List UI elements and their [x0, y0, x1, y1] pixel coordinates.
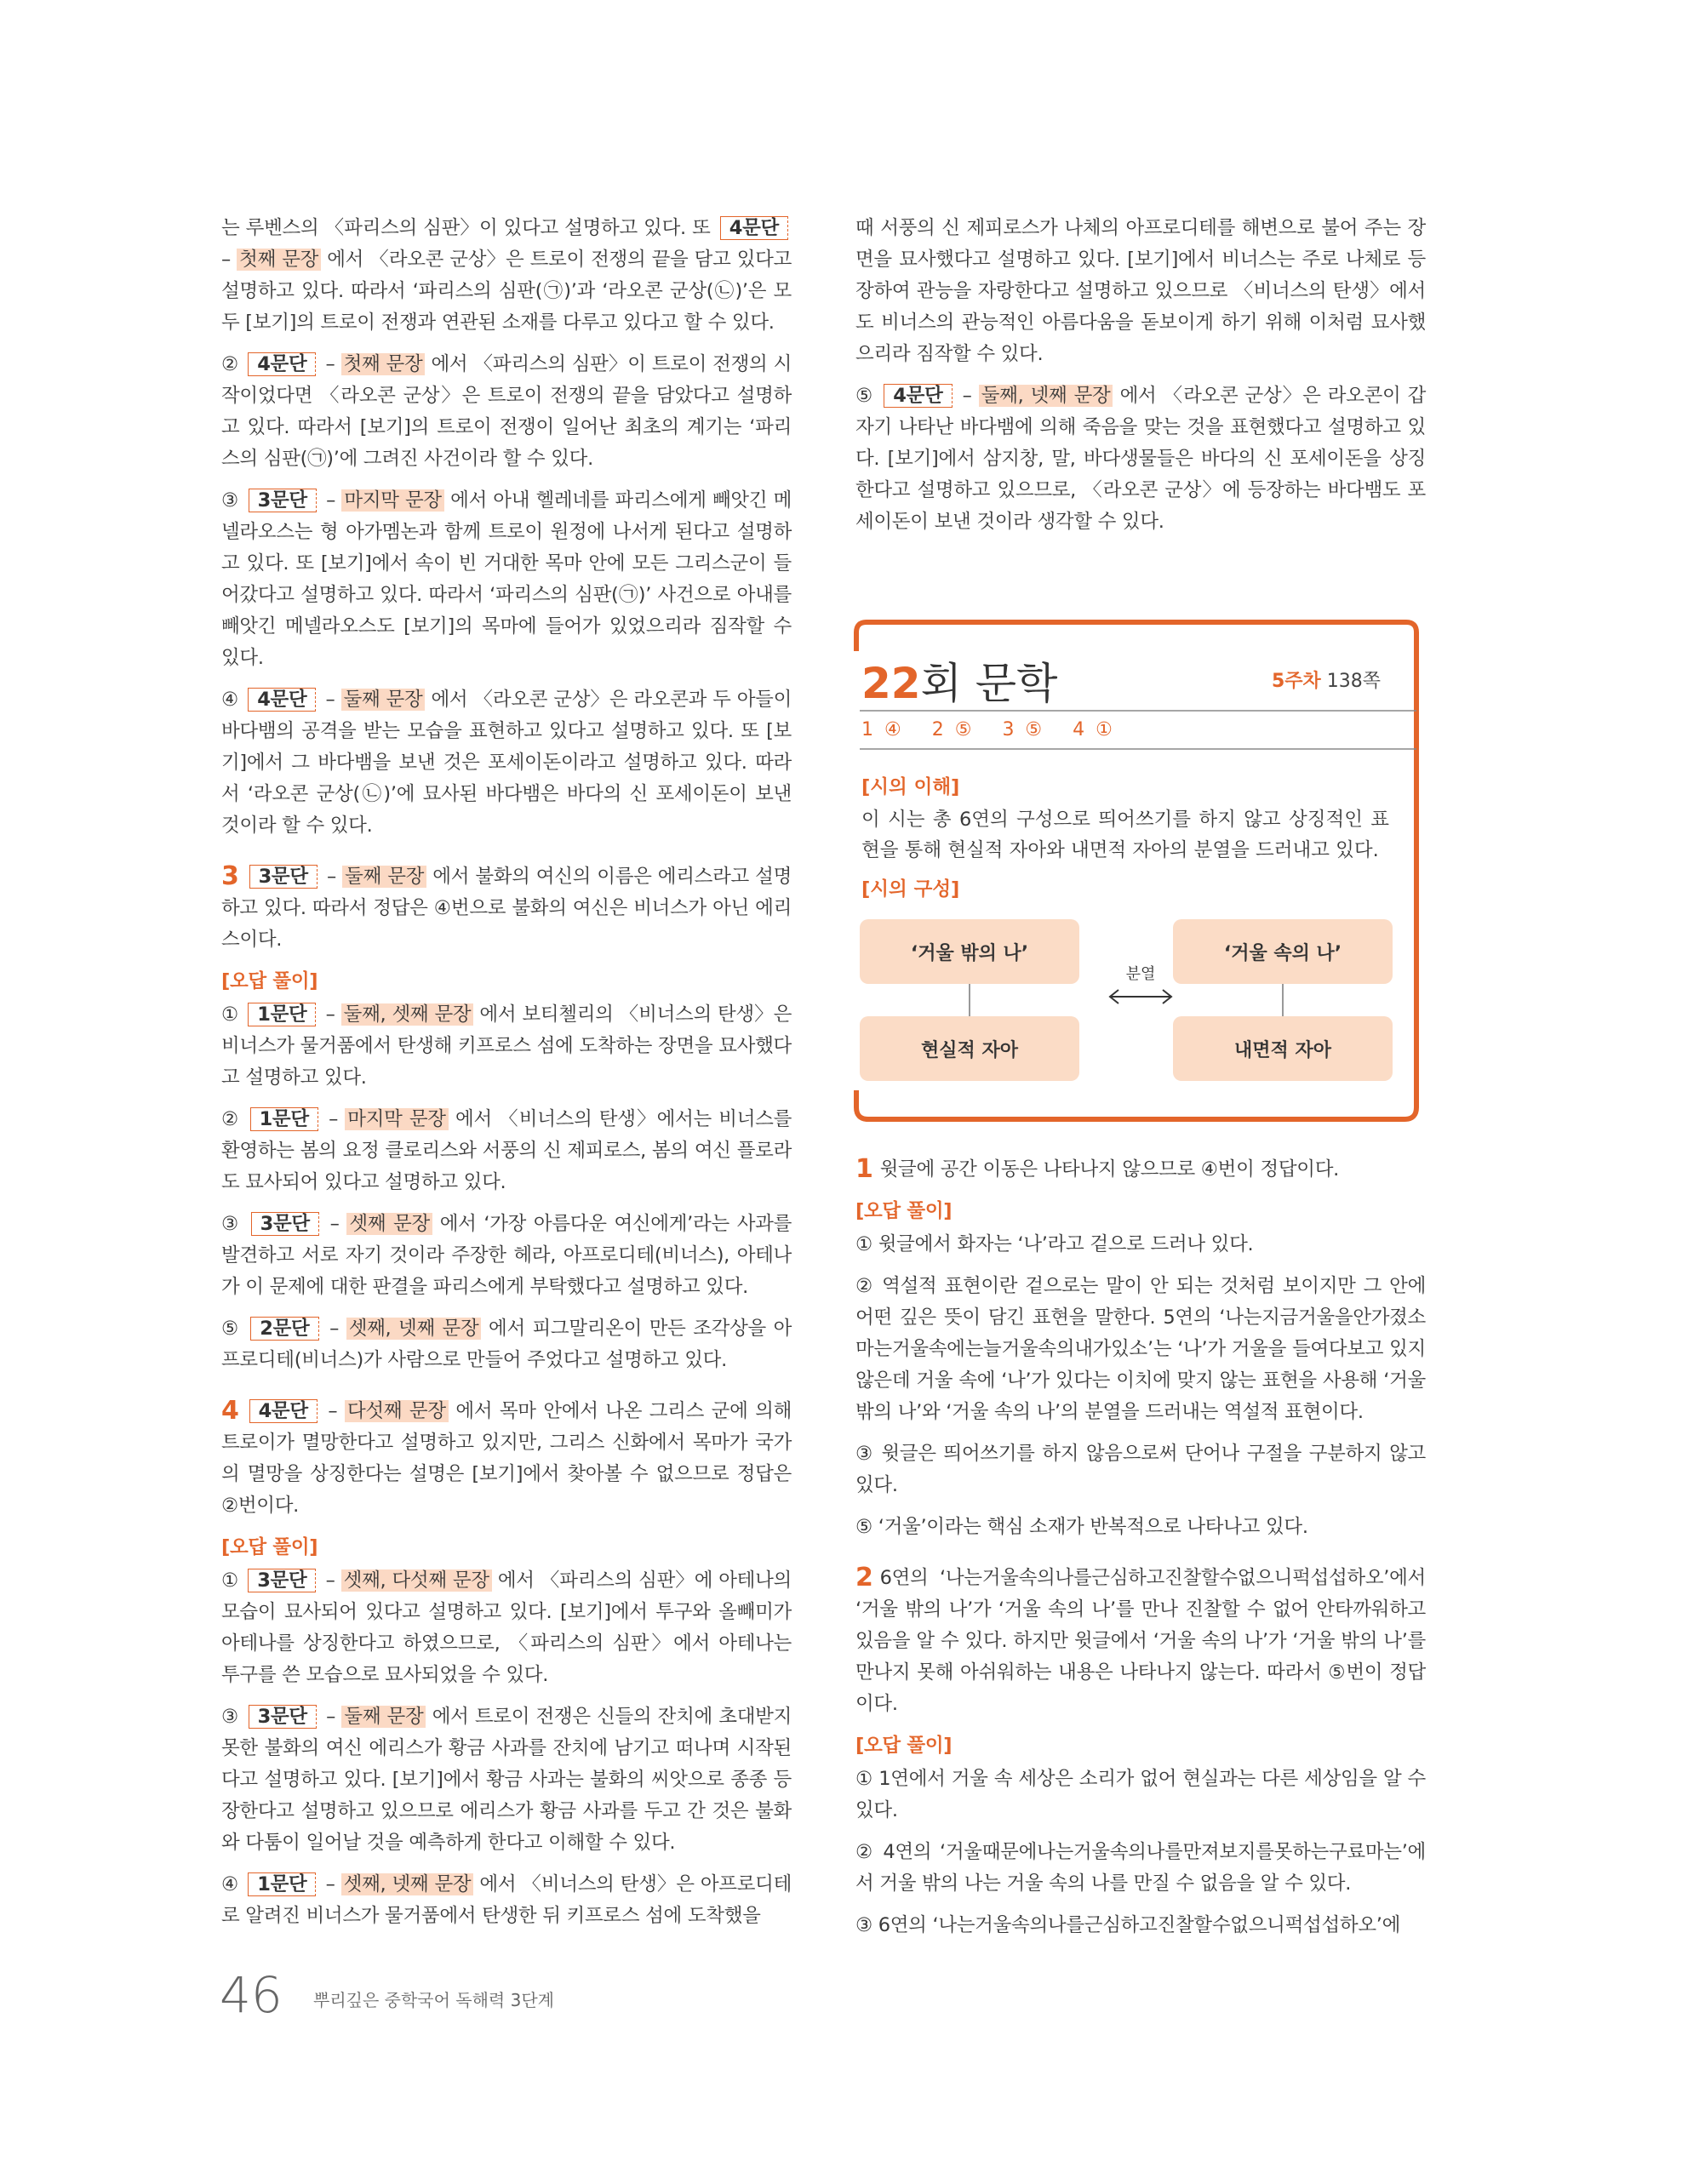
node-mirror-inside: ‘거울 속의 나’	[1173, 919, 1393, 984]
text-run: ④	[221, 689, 245, 711]
section-text-understanding: 이 시는 총 6연의 구성으로 띄어쓰기를 하지 않고 상징적인 표현을 통해 현실적 자아와 내면적 자아의 분열을 드러내고 있다.	[861, 809, 1389, 861]
paragraph	[221, 1395, 792, 1522]
paragraph	[855, 1153, 1426, 1186]
answer-2: 2 ⑤	[931, 719, 972, 740]
left-column	[221, 213, 792, 1942]
link-right	[1282, 984, 1284, 1016]
paragraph	[221, 349, 792, 475]
sentence-highlight: 다섯째 문장	[345, 1400, 449, 1422]
sentence-highlight: 첫째 문장	[341, 353, 426, 375]
double-arrow-icon	[1107, 986, 1175, 1007]
sentence-highlight: 셋째, 다섯째 문장	[341, 1569, 492, 1592]
text-run: –	[319, 689, 341, 711]
text-run: 에서 피그말리온이 만든 조각상을 아프로디테(비너스)가 사람으로 만들어 주었다고 설명하고 있다.	[221, 1318, 792, 1371]
text-run: 에서 〈비너스의 탄생〉은 아프로디테로 알려진 비너스가 물거품에서 탄생한 뒤 키프로스 섬에 도착했을	[221, 1873, 792, 1927]
right-column-bottom	[855, 1153, 1426, 1952]
text-run: ②	[221, 1108, 247, 1130]
text-run: 에서 〈라오콘 군상〉은 라오콘과 두 아들이 바다뱀의 공격을 받는 모습을 표현하고 있다고 설명하고 있다. 또 [보기]에서 그 바다뱀을 보낸 것은 포세이돈이라고 설명하고 있다. 따라서 ‘라오콘 군상(㉡)’에 묘사된 바다뱀은 바다의 신 포세이돈이 보낸 것이라 할 수 있다.	[221, 689, 792, 837]
text-run: ③	[221, 1706, 245, 1728]
text-run: 에서 〈비너스의 탄생〉에서는 비너스를 환영하는 봄의 요정 클로리스와 서풍의 신 제피로스, 봄의 여신 플로라도 묘사되어 있다고 설명하고 있다.	[221, 1108, 792, 1193]
text-run: 에서 목마 안에서 나온 그리스 군에 의해 트로이가 멸망한다고 설명하고 있지만, 그리스 신화에서 목마가 국가의 멸망을 상징한다는 설명은 [보기]에서 찾아볼 수 없으므로 정답은 ②번이다.	[221, 1400, 792, 1517]
paragraph	[221, 684, 792, 842]
paragraph	[855, 1438, 1426, 1501]
text-run: 에서 〈파리스의 심판〉에 아테나의 모습이 묘사되어 있다고 설명하고 있다. [보기]에서 투구와 올빼미가 아테나를 상징한다고 하였으므로, 〈파리스의 심판〉에서 아테나는 투구를 쓴 모습으로 묘사되었을 수 있다.	[221, 1569, 792, 1686]
text-run: ⑤	[221, 1318, 248, 1340]
paragraph-ref-tag: 4문단	[248, 688, 316, 712]
text-run: 에서 〈라오콘 군상〉은 트로이 전쟁의 끝을 담고 있다고 설명하고 있다. 따라서 ‘파리스의 심판(㉠)’과 ‘라오콘 군상(㉡)’은 모두 [보기]의 트로이 전쟁과 연관된 소재를 다루고 있다고 할 수 있다.	[221, 249, 792, 334]
text-run: 에서 보티첼리의 〈비너스의 탄생〉은 비너스가 물거품에서 탄생해 키프로스 섬에 도착하는 장면을 묘사했다고 설명하고 있다.	[221, 1003, 792, 1089]
question-number: 4	[221, 1396, 239, 1426]
section-head: [오답 풀이]	[855, 1735, 953, 1757]
text-run: –	[319, 1873, 341, 1895]
text-run: 윗글에 공간 이동은 나타나지 않으므로 ④번이 정답이다.	[879, 1158, 1339, 1181]
link-left	[969, 984, 970, 1016]
paragraph-ref-tag: 1문단	[248, 1872, 316, 1896]
page-number: 46	[220, 1966, 283, 2024]
text-run: –	[320, 866, 343, 888]
text-run: –	[320, 1400, 345, 1422]
text-run: 에서 트로이 전쟁은 신들의 잔치에 초대받지 못한 불화의 여신 에리스가 황금 사과를 잔치에 남기고 떠나며 시작된다고 설명하고 있다. [보기]에서 황금 사과는 불화의 씨앗으로 종종 등장한다고 설명하고 있으므로 에리스가 황금 사과를 두고 간 것은 불화와 다툼이 일어날 것을 예측하게 한다고 이해할 수 있다.	[221, 1706, 792, 1854]
sentence-highlight: 셋째, 넷째 문장	[341, 1873, 474, 1895]
paragraph	[221, 860, 792, 956]
paragraph-ref-tag: 3문단	[249, 489, 317, 512]
paragraph-ref-tag: 4문단	[720, 216, 788, 240]
text-run: ⑤	[855, 385, 881, 407]
paragraph-ref-tag: 4문단	[249, 1399, 318, 1423]
paragraph-ref-tag: 2문단	[250, 1317, 318, 1341]
paragraph-ref-tag: 4문단	[884, 384, 952, 408]
book-title: 뿌리깊은 중학국어 독해력 3단계	[313, 1990, 554, 2010]
text-run: 는 루벤스의 〈파리스의 심판〉이 있다고 설명하고 있다. 또	[221, 217, 717, 239]
text-run: –	[319, 1003, 341, 1026]
text-run: –	[319, 1706, 342, 1728]
paragraph	[221, 1701, 792, 1859]
right-column-top	[855, 213, 1426, 548]
paragraph	[221, 485, 792, 674]
paragraph	[855, 1764, 1426, 1827]
sentence-highlight: 둘째 문장	[341, 1706, 426, 1728]
question-number: 2	[855, 1563, 873, 1592]
paragraph-ref-tag: 3문단	[251, 1212, 319, 1236]
text-run: –	[319, 489, 342, 512]
paragraph-ref-tag: 4문단	[248, 352, 316, 376]
text-run: –	[955, 385, 979, 407]
paragraph	[855, 1229, 1426, 1261]
text-run: ① 1연에서 거울 속 세상은 소리가 없어 현실과는 다른 세상임을 알 수 있다.	[855, 1768, 1426, 1821]
text-run: –	[322, 1213, 347, 1235]
text-run: ③	[221, 1213, 248, 1235]
paragraph-ref-tag: 3문단	[249, 865, 318, 889]
paragraph	[221, 1313, 792, 1376]
text-run: ②	[221, 353, 245, 375]
text-run: 6연의 ‘나는거울속의나를근심하고진찰할수없으니퍽섭섭하오’에서 ‘거울 밖의 나’가 ‘거울 속의 나’를 만나 진찰할 수 없어 안타까워하고 있음을 알 수 있다. 하지만 윗글에서 ‘거울 속의 나’가 ‘거울 밖의 나’를 만나지 못해 아쉬워하는 내용은 나타나지 않는다. 따라서 ⑤번이 정답이다.	[855, 1567, 1426, 1715]
text-run: 에서 〈파리스의 심판〉이 트로이 전쟁의 시작이었다면 〈라오콘 군상〉은 트로이 전쟁의 끝을 담았다고 설명하고 있다. 따라서 [보기]의 트로이 전쟁이 일어난 최초의 계기는 ‘파리스의 심판(㉠)’에 그려진 사건이라 할 수 있다.	[221, 353, 792, 470]
sentence-highlight: 둘째, 넷째 문장	[979, 385, 1113, 407]
text-run: 에서 아내 헬레네를 파리스에게 빼앗긴 메넬라오스는 형 아가멤논과 함께 트로이 원정에 나서게 된다고 설명하고 있다. 또 [보기]에서 속이 빈 거대한 목마 안에 모든 그리스군이 들어갔다고 설명하고 있다. 따라서 ‘파리스의 심판(㉠)’ 사건으로 아내를 빼앗긴 메넬라오스도 [보기]의 목마에 들어가 있었으리라 짐작할 수 있다.	[221, 489, 792, 669]
sentence-highlight: 둘째 문장	[341, 689, 426, 711]
paragraph	[855, 1512, 1426, 1543]
paragraph	[221, 1209, 792, 1303]
text-run: ⑤ ‘거울’이라는 핵심 소재가 반복적으로 나타나고 있다.	[855, 1516, 1308, 1538]
text-run: ① 윗글에서 화자는 ‘나’라고 겉으로 드러나 있다.	[855, 1233, 1254, 1255]
paragraph	[855, 1562, 1426, 1720]
paragraph-ref-tag: 1문단	[248, 1003, 316, 1026]
week-page: 138쪽	[1326, 671, 1381, 692]
question-number: 3	[221, 861, 239, 891]
node-real-self: 현실적 자아	[860, 1016, 1079, 1081]
paragraph	[855, 213, 1426, 370]
week-label: 5주차	[1271, 671, 1321, 692]
section-head: [오답 풀이]	[855, 1200, 953, 1222]
text-run: ③ 6연의 ‘나는거울속의나를근심하고진찰할수없으니퍽섭섭하오’에	[855, 1914, 1401, 1936]
paragraph	[855, 1910, 1426, 1941]
paragraph	[855, 1271, 1426, 1428]
paragraph-ref-tag: 3문단	[248, 1569, 316, 1592]
text-run: ①	[221, 1569, 245, 1592]
paragraph	[221, 213, 792, 339]
paragraph	[221, 1104, 792, 1198]
paragraph	[221, 1565, 792, 1691]
section-head: [오답 풀이]	[221, 970, 318, 992]
answer-4: 4 ①	[1073, 719, 1113, 740]
answer-1: 1 ④	[861, 719, 901, 740]
box-title-number: 22	[861, 659, 921, 708]
text-run: –	[221, 249, 237, 271]
sentence-highlight: 둘째, 셋째 문장	[341, 1003, 474, 1026]
text-run: ④	[221, 1873, 245, 1895]
week-info	[1272, 666, 1381, 693]
text-run: ③	[221, 489, 245, 512]
text-run: ③ 윗글은 띄어쓰기를 하지 않음으로써 단어나 구절을 구분하지 않고 있다.	[855, 1443, 1426, 1496]
text-run: 에서 불화의 여신의 이름은 에리스라고 설명하고 있다. 따라서 정답은 ④번으로 불화의 여신은 비너스가 아닌 에리스이다.	[221, 866, 792, 951]
answer-box	[851, 617, 1422, 1126]
box-title	[861, 649, 1057, 711]
text-run: –	[319, 353, 341, 375]
paragraph-ref-tag: 1문단	[250, 1107, 318, 1131]
sentence-highlight: 마지막 문장	[341, 489, 443, 512]
box-title-rest: 회 문학	[920, 659, 1058, 708]
answer-key	[861, 719, 1143, 740]
section-head-understanding: [시의 이해]	[861, 776, 960, 798]
paragraph	[221, 1869, 792, 1932]
sentence-highlight: 둘째 문장	[342, 866, 426, 888]
question-number: 1	[855, 1154, 873, 1184]
answer-3: 3 ⑤	[1002, 719, 1043, 740]
paragraph	[221, 999, 792, 1094]
text-run: ①	[221, 1003, 245, 1026]
text-run: ② 4연의 ‘거울때문에나는거울속의나를만져보지를못하는구료마는’에서 거울 밖의 나는 거울 속의 나를 만질 수 없음을 알 수 있다.	[855, 1841, 1426, 1895]
node-mirror-outside: ‘거울 밖의 나’	[860, 919, 1079, 984]
text-run: 때 서풍의 신 제피로스가 나체의 아프로디테를 해변으로 불어 주는 장면을 묘사했다고 설명하고 있다. [보기]에서 비너스는 주로 나체로 등장하여 관능을 자랑한다고 설명하고 있으므로 〈비너스의 탄생〉에서도 비너스의 관능적인 아름다움을 돋보이게 하기 위해 이처럼 묘사했으리라 짐작할 수 있다.	[855, 217, 1426, 365]
text-run: 에서 〈라오콘 군상〉은 라오콘이 갑자기 나타난 바다뱀에 의해 죽음을 맞는 것을 표현했다고 설명하고 있다. [보기]에서 삼지창, 말, 바다생물들은 바다의 신 포세이돈을 상징한다고 설명하고 있으므로, 〈라오콘 군상〉에 등장하는 바다뱀도 포세이돈이 보낸 것이라 생각할 수 있다.	[855, 385, 1426, 533]
sentence-highlight: 첫째 문장	[237, 249, 321, 271]
section-head: [오답 풀이]	[221, 1536, 318, 1558]
paragraph	[855, 1837, 1426, 1900]
sentence-highlight: 셋째 문장	[346, 1213, 432, 1235]
section-head-structure: [시의 구성]	[861, 878, 960, 900]
sentence-highlight: 셋째, 넷째 문장	[346, 1318, 482, 1340]
paragraph	[855, 380, 1426, 538]
box-content	[861, 769, 1389, 906]
paragraph-ref-tag: 3문단	[249, 1705, 317, 1729]
text-run: –	[321, 1108, 346, 1130]
text-run: –	[322, 1318, 346, 1340]
text-run: 에서 ‘가장 아름다운 여신에게’라는 사과를 발견하고 서로 자기 것이라 주장한 헤라, 아프로디테(비너스), 아테나가 이 문제에 대한 판결을 파리스에게 부탁했다고 설명하고 있다.	[221, 1213, 792, 1298]
sentence-highlight: 마지막 문장	[345, 1108, 448, 1130]
text-run: ② 역설적 표현이란 겉으로는 말이 안 되는 것처럼 보이지만 그 안에 어떤 깊은 뜻이 담긴 표현을 말한다. 5연의 ‘나는지금거울을안가졌소마는거울속에는늘거울속의내가있소’는 ‘나’가 거울을 들여다보고 있지 않은데 거울 속에 ‘나’가 있다는 이치에 맞지 않는 표현을 사용해 ‘거울 밖의 나’와 ‘거울 속의 나’의 분열을 드러내는 역설적 표현이다.	[855, 1275, 1426, 1423]
relation-label: 분열	[1125, 965, 1156, 983]
node-inner-self: 내면적 자아	[1173, 1016, 1393, 1081]
text-run: –	[319, 1569, 341, 1592]
